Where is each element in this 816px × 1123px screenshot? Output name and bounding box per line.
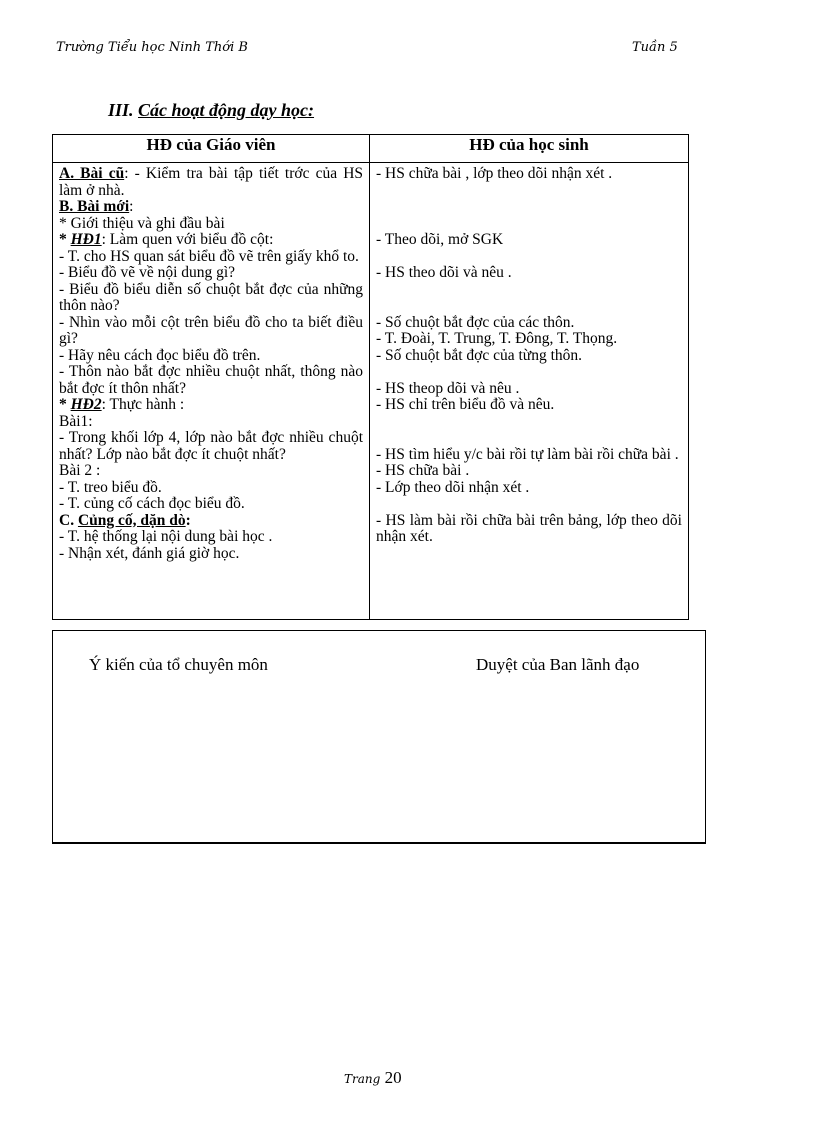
teacher-line: - T. hệ thống lại nội dung bài học .: [59, 528, 273, 545]
student-line: - Theo dõi, mở SGK: [376, 231, 504, 248]
activity-2-heading: * HĐ2: Thực hành :: [59, 396, 185, 413]
exercise-1-label: Bài1:: [59, 412, 93, 430]
teacher-line: - Trong khối lớp 4, lớp nào bắt đợc nhiều chuột nhất? Lớp nào bắt đợc ít chuột nhất?: [59, 429, 363, 463]
section-number: III.: [108, 100, 134, 120]
student-line: - HS theo dõi và nêu .: [376, 264, 512, 281]
activities-table: [52, 134, 689, 620]
teacher-line: - Biểu đồ vẽ về nội dung gì?: [59, 264, 236, 281]
teacher-line: - Nhìn vào mỗi cột trên biểu đồ cho ta biết điều gì?: [59, 313, 363, 347]
student-line: - HS tìm hiểu y/c bài rồi tự làm bài rồi chữa bài .: [376, 445, 679, 463]
student-line: - Số chuột bắt đợc của từng thôn.: [376, 346, 583, 364]
student-line: - HS chữa bài .: [376, 462, 470, 479]
teacher-line: - Nhận xét, đánh giá giờ học.: [59, 544, 240, 562]
student-line: - HS chữa bài , lớp theo dõi nhận xét .: [376, 165, 613, 182]
intro-item: * Giới thiệu và ghi đầu bài: [59, 214, 225, 232]
teacher-activities-cell: [53, 163, 370, 620]
table-header-row: [53, 135, 689, 163]
student-line: - HS theop dõi và nêu .: [376, 379, 520, 397]
school-name: Trường Tiểu học Ninh Thới B: [56, 40, 248, 55]
student-line: - Số chuột bắt đợc của các thôn.: [376, 313, 575, 331]
teacher-line: - Thôn nào bắt đợc nhiều chuột nhất, thông nào bắt đợc ít thôn nhất?: [59, 363, 363, 397]
exercise-2-label: Bài 2 :: [59, 462, 101, 479]
student-activities-cell: [370, 163, 689, 620]
teacher-line: - T. treo biểu đồ.: [59, 478, 162, 496]
teacher-line: - Hãy nêu cách đọc biểu đồ trên.: [59, 346, 261, 364]
teacher-line: - Biểu đồ biểu diễn số chuột bắt đợc của những thôn nào?: [59, 280, 363, 314]
student-column-header: HĐ của học sinh: [370, 135, 689, 163]
section-heading: Các hoạt động dạy học:: [138, 100, 315, 120]
old-lesson-item: A. Bài cũ: - Kiểm tra bài tập tiết trớc của HS làm ở nhà.: [59, 165, 364, 199]
table-body-row: [53, 163, 689, 620]
new-lesson-heading: B. Bài mới:: [59, 198, 134, 215]
section-title: [108, 100, 314, 121]
student-line: - T. Đoài, T. Trung, T. Đông, T. Thọng.: [376, 330, 618, 347]
wrap-up-heading: C. Củng cố, dặn dò:: [59, 511, 191, 529]
student-line: - HS làm bài rồi chữa bài trên bảng, lớp theo dõi nhận xét.: [376, 511, 682, 545]
student-line: - HS chỉ trên biểu đồ và nêu.: [376, 396, 555, 413]
page-number: 20: [384, 1068, 402, 1087]
page-label: Trang: [344, 1072, 381, 1086]
activity-1-heading: * HĐ1: Làm quen với biểu đồ cột:: [59, 231, 274, 248]
board-approval-label: Duyệt của Ban lãnh đạo: [476, 655, 640, 674]
week-label: Tuần 5: [632, 40, 678, 55]
teacher-line: - T. củng cố cách đọc biểu đồ.: [59, 495, 245, 512]
student-line: - Lớp theo dõi nhận xét .: [376, 478, 530, 496]
approval-box: [52, 630, 706, 844]
page-footer: [344, 1068, 402, 1088]
teacher-line: - T. cho HS quan sát biểu đồ vẽ trên giấy khổ to.: [59, 247, 359, 265]
teacher-column-header: HĐ của Giáo viên: [53, 135, 370, 163]
department-opinion-label: Ý kiến của tổ chuyên môn: [89, 655, 268, 674]
